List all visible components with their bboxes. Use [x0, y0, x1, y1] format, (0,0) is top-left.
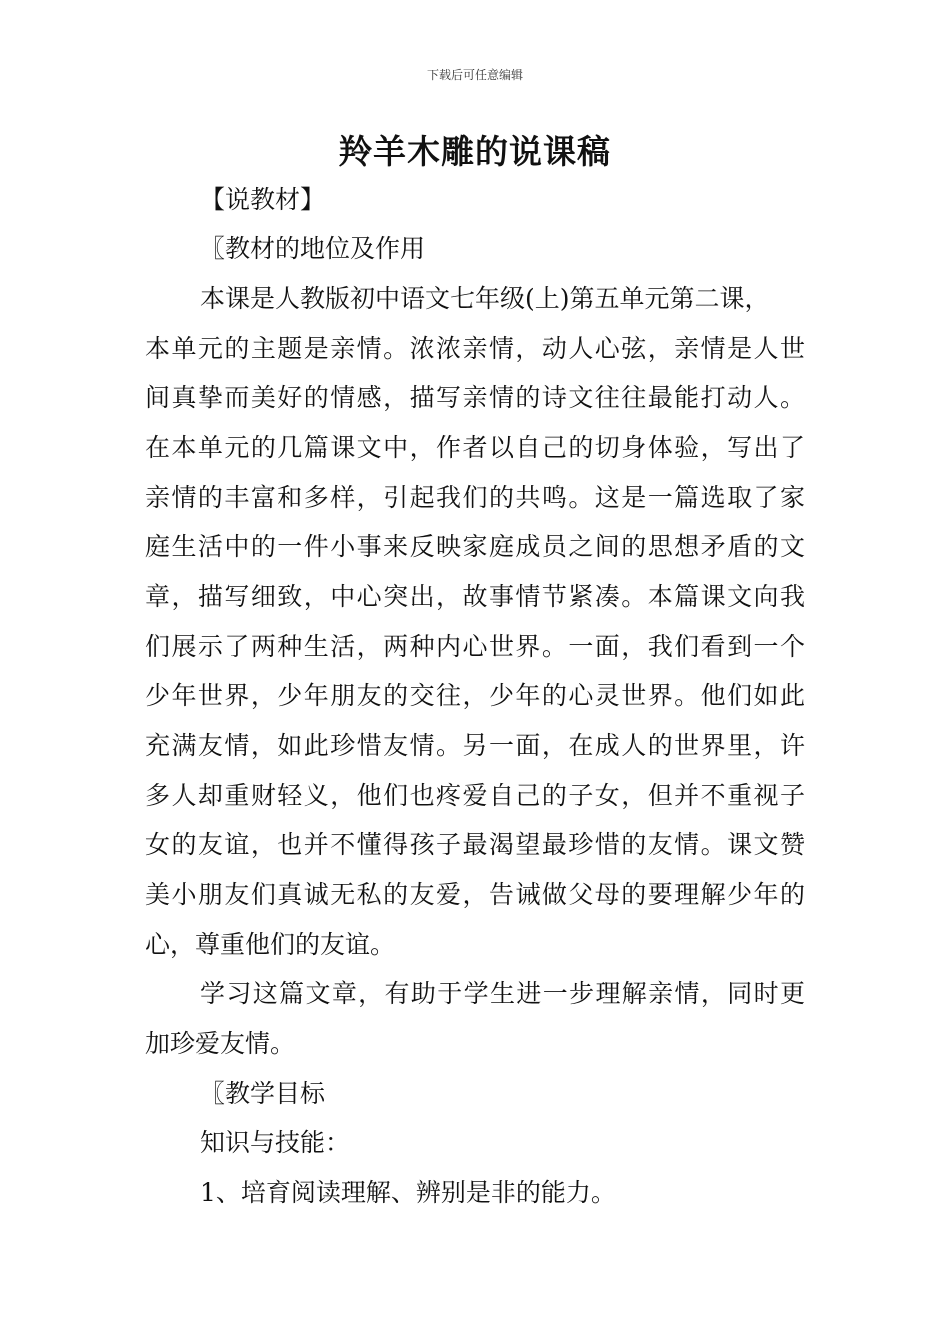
paragraph-line: 心，尊重他们的友谊。: [145, 930, 396, 959]
paragraph-line: 间真挚而美好的情感，描写亲情的诗文往往最能打动人。: [145, 383, 805, 412]
paragraph-line: 学习这篇文章，有助于学生进一步理解亲情，同时更: [200, 979, 805, 1008]
subheading-position-role: 〖教材的地位及作用: [200, 234, 426, 263]
paragraph-line: 美小朋友们真诚无私的友爱，告诫做父母的要理解少年的: [145, 880, 805, 909]
paragraph-line: 本课是人教版初中语文七年级(上)第五单元第二课，: [200, 284, 770, 313]
header-note: 下载后可任意编辑: [426, 68, 523, 82]
paragraph-line: 多人却重财轻义，他们也疼爱自己的子女，但并不重视子: [145, 781, 805, 810]
paragraph-line: 充满友情，如此珍惜友情。另一面，在成人的世界里，许: [145, 731, 805, 760]
subheading-teaching-goals: 〖教学目标: [200, 1079, 326, 1108]
goal-item: 1、培育阅读理解、辨别是非的能力。: [200, 1178, 616, 1207]
paragraph-line: 本单元的主题是亲情。浓浓亲情，动人心弦，亲情是人世: [145, 334, 805, 363]
knowledge-skills-label: 知识与技能：: [200, 1128, 351, 1157]
paragraph-line: 们展示了两种生活，两种内心世界。一面，我们看到一个: [145, 632, 805, 661]
document-title: 羚羊木雕的说课稿: [339, 132, 611, 171]
paragraph-line: 在本单元的几篇课文中，作者以自己的切身体验，写出了: [145, 433, 805, 462]
paragraph-line: 庭生活中的一件小事来反映家庭成员之间的思想矛盾的文: [145, 532, 805, 561]
section-heading-material: 【说教材】: [200, 185, 326, 214]
paragraph-line: 亲情的丰富和多样，引起我们的共鸣。这是一篇选取了家: [145, 483, 805, 512]
paragraph-line: 女的友谊，也并不懂得孩子最渴望最珍惜的友情。课文赞: [145, 830, 805, 859]
paragraph-line: 加珍爱友情。: [145, 1029, 296, 1058]
paragraph-line: 少年世界，少年朋友的交往，少年的心灵世界。他们如此: [145, 681, 805, 710]
paragraph-line: 章，描写细致，中心突出，故事情节紧凑。本篇课文向我: [145, 582, 805, 611]
